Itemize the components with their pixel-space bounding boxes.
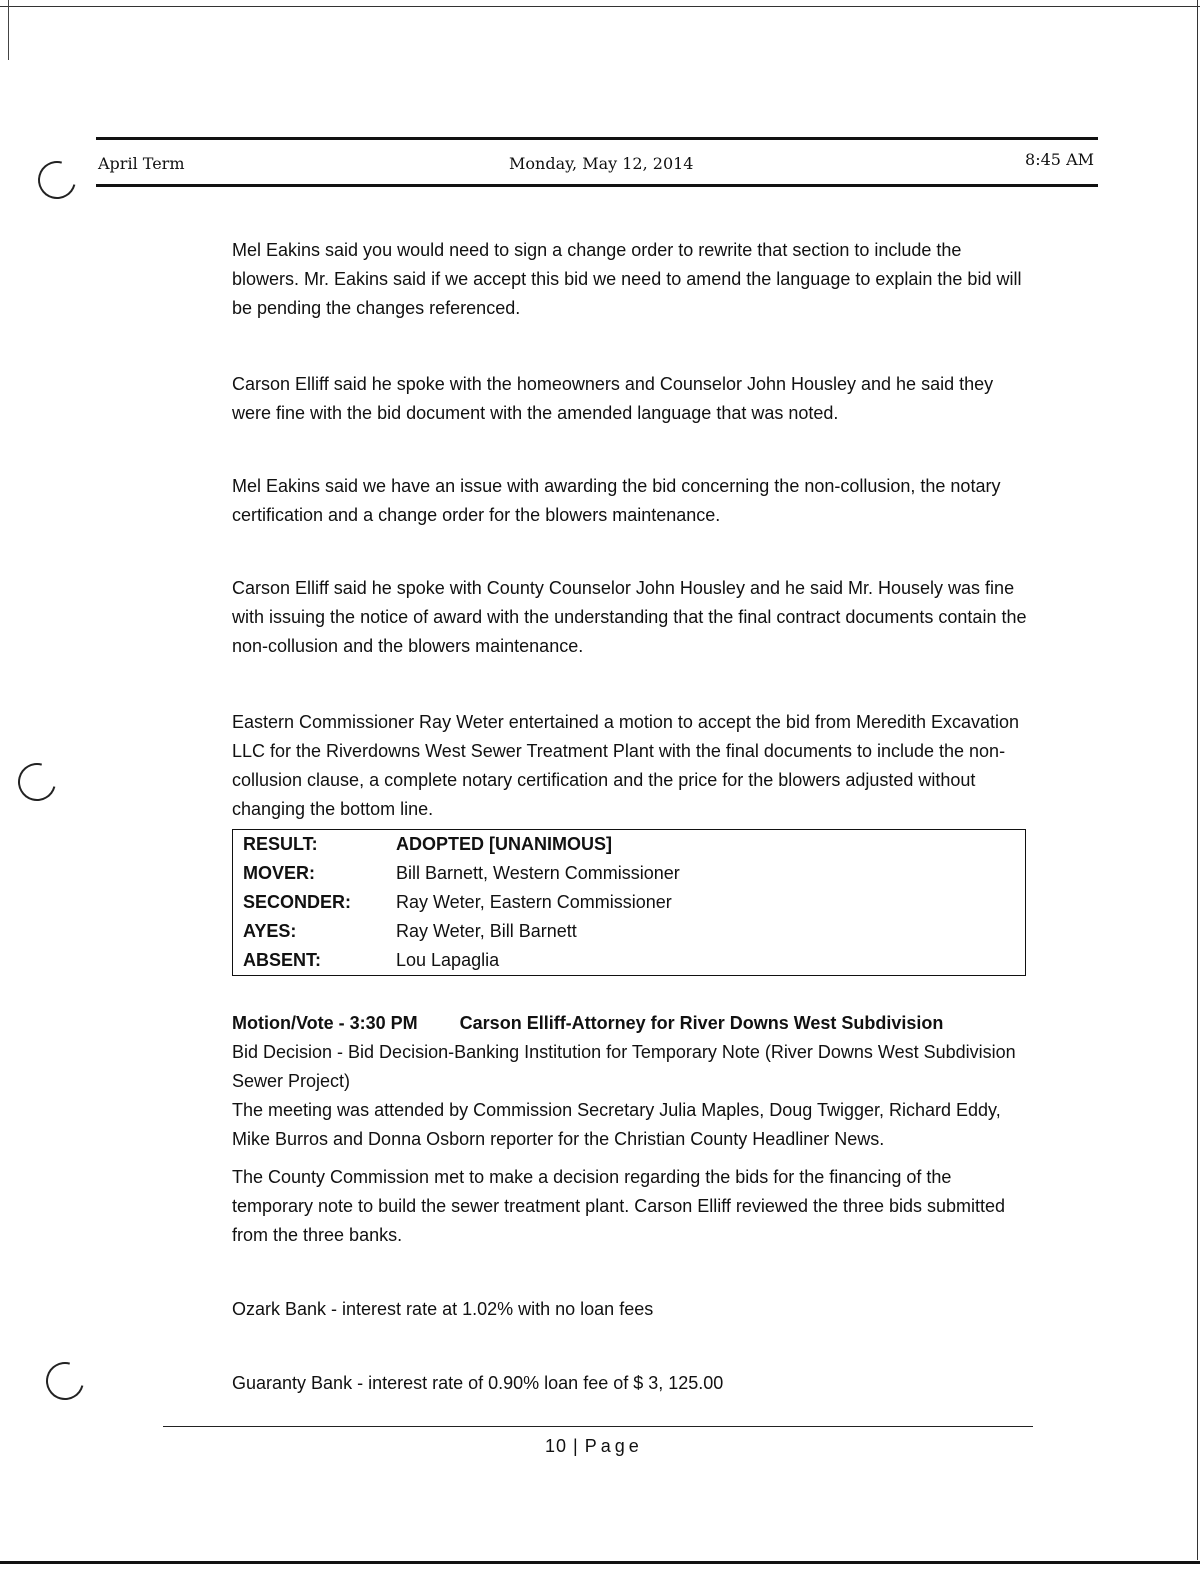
page-header [96, 137, 1098, 187]
scan-frame-bottom [0, 1561, 1200, 1564]
punch-hole-top [31, 154, 83, 206]
header-time: 8:45 AM [1025, 150, 1094, 169]
header-date: Monday, May 12, 2014 [509, 154, 694, 173]
bank-bid: Ozark Bank - interest rate at 1.02% with no loan fees [232, 1299, 654, 1319]
paragraph: Carson Elliff said he spoke with County Counselor John Housley and he said Mr. Housely was fine with issuing the notice of award with the understanding that the final contract documents contain the non-collusion and the blowers maintenance. [232, 578, 1027, 656]
vote-row-absent [233, 946, 1026, 976]
vote-value: ADOPTED [UNANIMOUS] [396, 834, 612, 854]
scan-frame-left [8, 0, 9, 60]
paragraph: Mel Eakins said you would need to sign a change order to rewrite that section to include the blowers. Mr. Eakins said if we accept this bid we need to amend the language to explain the bid will be pending the changes referenced. [232, 240, 1022, 318]
vote-value: Ray Weter, Eastern Commissioner [396, 892, 672, 912]
vote-label: AYES: [243, 921, 297, 941]
motion-heading [232, 1009, 1032, 1038]
scan-frame-right [1197, 0, 1198, 1560]
vote-value: Ray Weter, Bill Barnett [396, 921, 577, 941]
bank-bid: Guaranty Bank - interest rate of 0.90% loan fee of $ 3, 125.00 [232, 1373, 724, 1393]
page-number [545, 1436, 643, 1457]
footer-rule [163, 1426, 1033, 1427]
page-number-separator: | [573, 1436, 579, 1456]
paragraph: Eastern Commissioner Ray Weter entertained a motion to accept the bid from Meredith Excavation LLC for the Riverdowns West Sewer Treatment Plant with the final documents to include the non-collusion clause, a complete notary certification and the price for the blowers adjusted without changing the bottom line. [232, 712, 1020, 819]
vote-row-mover [233, 859, 1026, 888]
page-number-value: 10 [545, 1436, 568, 1456]
vote-label: SECONDER: [243, 892, 352, 912]
paragraph: Mel Eakins said we have an issue with awarding the bid concerning the non-collusion, the notary certification and a change order for the blowers maintenance. [232, 476, 1001, 525]
punch-hole-bottom [39, 1355, 91, 1407]
vote-label: ABSENT: [243, 950, 322, 970]
vote-row-result [233, 830, 1026, 860]
document-body [232, 236, 1032, 1398]
vote-result-table [232, 829, 1026, 976]
vote-value: Lou Lapaglia [396, 950, 500, 970]
header-term: April Term [98, 154, 185, 173]
attendance-note: The meeting was attended by Commission Secretary Julia Maples, Doug Twigger, Richard Eddy, Mike Burros and Donna Osborn reporter for the Christian County Headliner News. [232, 1100, 1001, 1149]
vote-row-ayes [233, 917, 1026, 946]
vote-label: MOVER: [243, 863, 315, 883]
vote-value: Bill Barnett, Western Commissioner [396, 863, 680, 883]
paragraph: Carson Elliff said he spoke with the homeowners and Counselor John Housley and he said they were fine with the bid document with the amended language that was noted. [232, 374, 994, 423]
page-word: Page [584, 1436, 643, 1456]
meeting-summary: The County Commission met to make a decision regarding the bids for the financing of the temporary note to build the sewer treatment plant. Carson Elliff reviewed the three bids submitted from the three banks. [232, 1167, 1006, 1245]
scan-frame-top [0, 6, 1200, 7]
vote-label: RESULT: [243, 834, 318, 854]
punch-hole-middle [11, 756, 63, 808]
vote-row-seconder [233, 888, 1026, 917]
motion-label: Motion/Vote - 3:30 PM [232, 1013, 418, 1033]
bid-decision: Bid Decision - Bid Decision-Banking Institution for Temporary Note (River Downs West Subdivision Sewer Project) [232, 1042, 1016, 1091]
motion-title: Carson Elliff-Attorney for River Downs West Subdivision [459, 1013, 944, 1033]
